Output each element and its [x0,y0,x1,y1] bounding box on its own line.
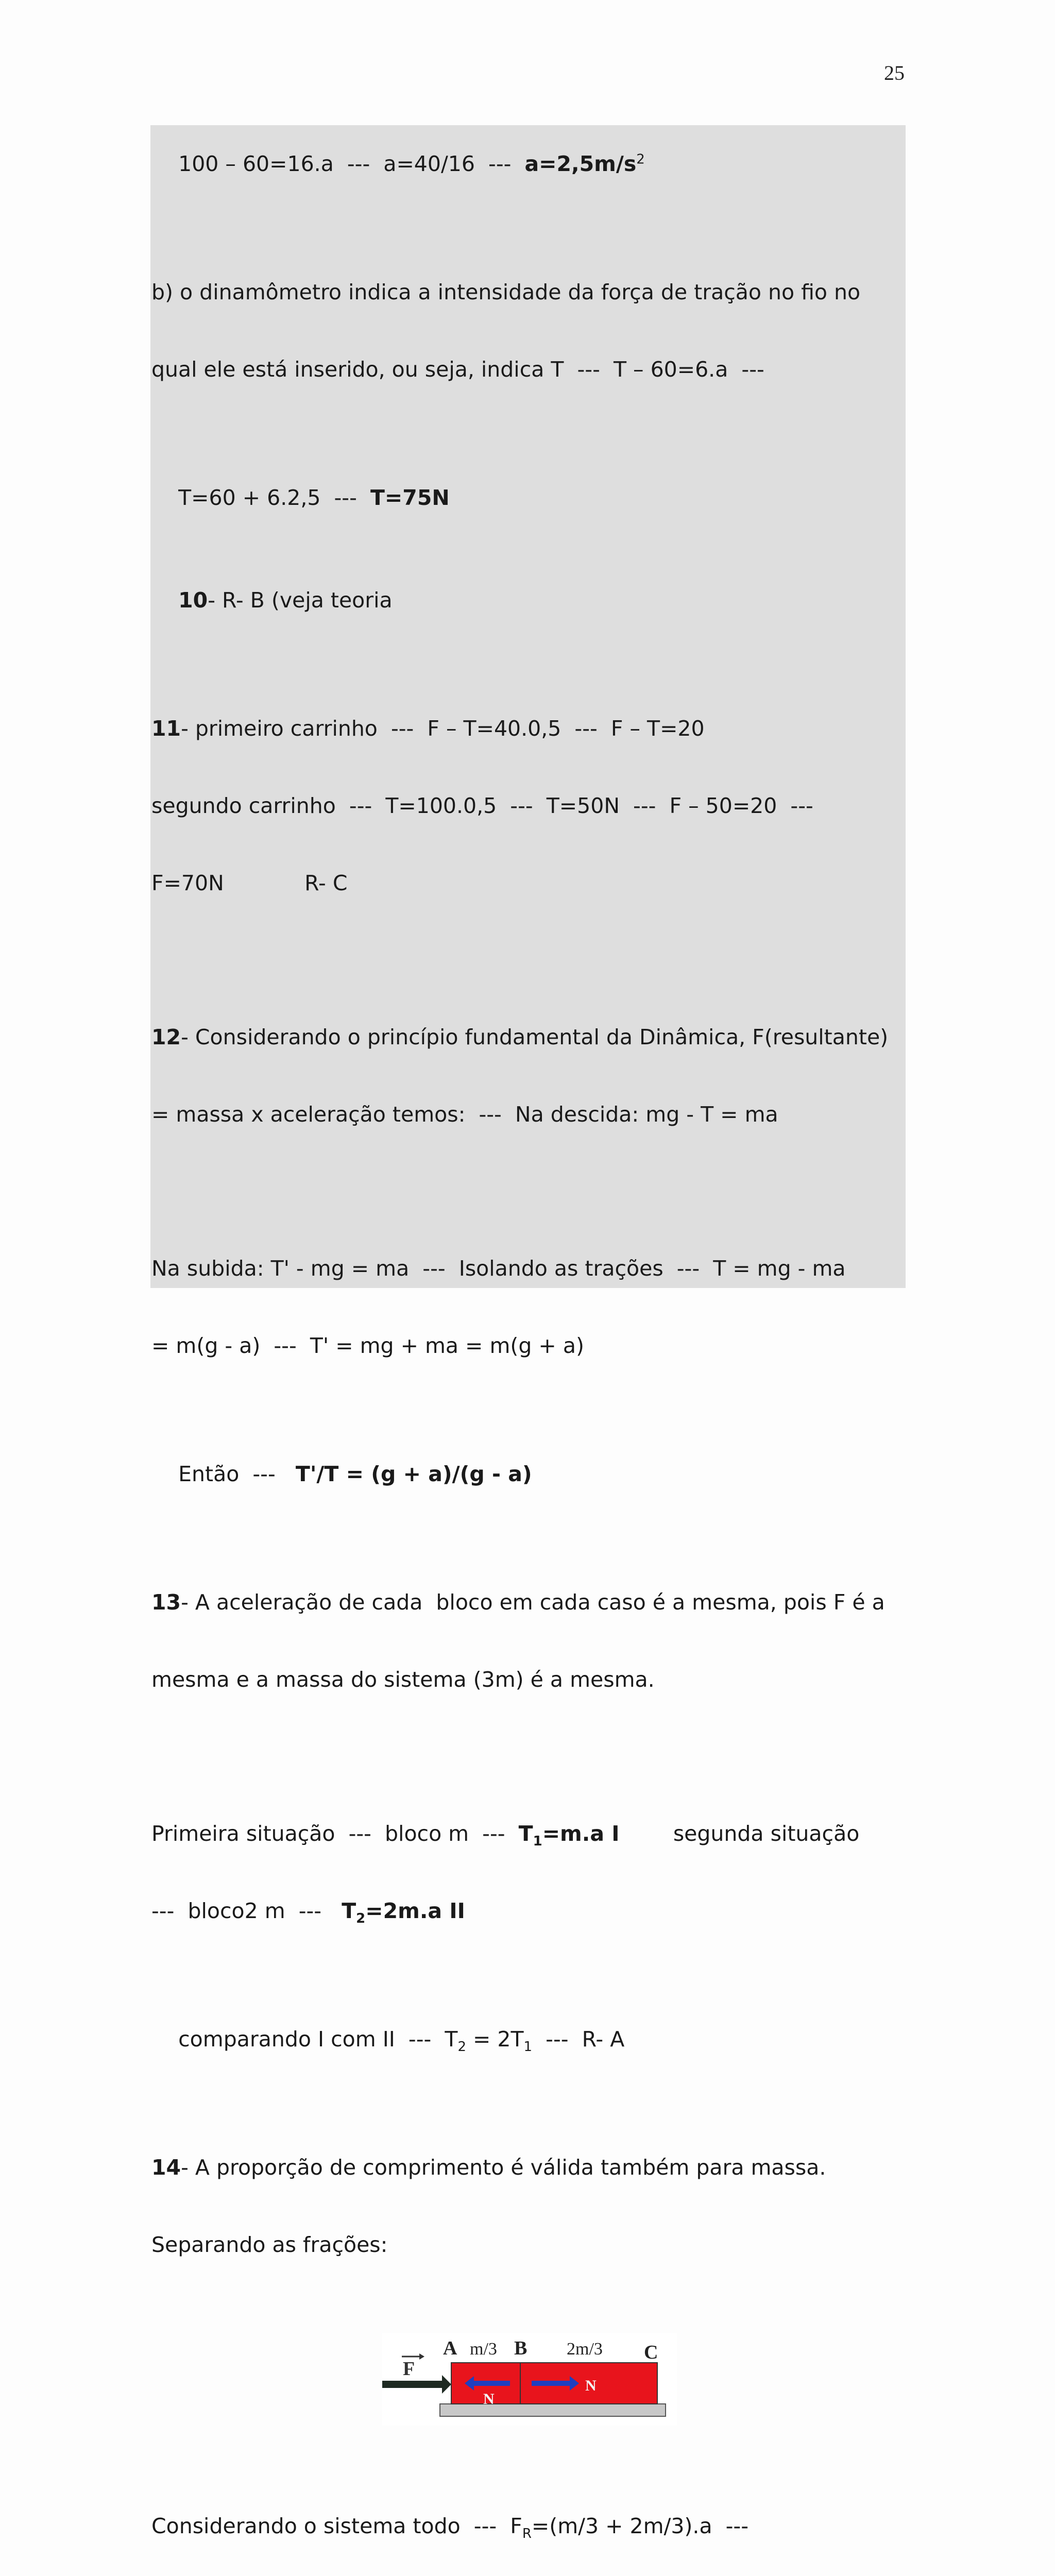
ground-surface [440,2404,666,2416]
result: T [342,1899,356,1923]
result: =m.a I [542,1821,620,1846]
label-c: C [644,2342,658,2363]
question-14-system [151,2462,905,2576]
text: qual ele está inserido, ou seja, indica T --- T – 60=6.a --- [151,357,764,382]
force-arrow-shaft [382,2381,443,2388]
question-12 [151,973,905,1179]
question-12-result [151,1435,905,1513]
text: segundo carrinho --- T=100.0,5 --- T=50N --- F – 50=20 --- [151,793,813,818]
text: segunda situação [619,1821,860,1846]
text: Na subida: T' - mg = ma --- Isolando as trações --- T = mg - ma [151,1256,846,1281]
text: Considerando o sistema todo --- F [151,2514,522,2538]
block-diagram [382,2333,677,2426]
text: comparando I com II --- T [178,2027,458,2052]
text: Separando as frações: [151,2232,388,2257]
text: - A proporção de comprimento é válida também para massa. [181,2155,826,2180]
text: - Considerando o princípio fundamental da Dinâmica, F(resultante) [181,1025,889,1049]
subscript: 2 [356,1911,366,1927]
result: T'/T = (g + a)/(g - a) [295,1462,532,1486]
result: T=75N [370,485,450,510]
answer-block [150,125,906,2542]
text: 100 – 60=16.a --- a=40/16 --- [178,151,525,176]
label-m3: m/3 [470,2340,497,2359]
text: = 2T [466,2027,524,2052]
question-13 [151,1538,905,1744]
label-2m3: 2m/3 [567,2340,603,2359]
result: a=2,5m/s [524,151,637,176]
subscript: 1 [523,2039,533,2055]
text: F=70N R- C [151,871,348,895]
text: = m(g - a) --- T' = mg + ma = m(g + a) [151,1333,584,1358]
subscript: 2 [457,2039,466,2055]
question-number: 12 [151,1025,181,1049]
text: - R- B (veja teoria [208,588,393,613]
text: - A aceleração de cada bloco em cada caso é a mesma, pois F é a [181,1590,885,1615]
text: Então --- [178,1462,296,1486]
page-number: 25 [884,61,905,84]
question-13-cases [151,1769,905,1975]
label-n-left: N [483,2391,495,2408]
label-n-right: N [585,2377,597,2394]
vector-mark-head [419,2353,424,2360]
normal-arrow-left-shaft [473,2381,510,2386]
line-accel [151,125,905,202]
item-b [151,228,905,434]
label-a: A [443,2337,457,2359]
subscript: 1 [533,1834,542,1850]
question-14 [151,2103,905,2309]
subscript: R [522,2526,532,2542]
superscript: 2 [636,151,645,167]
question-number: 10 [178,588,208,613]
text: =(m/3 + 2m/3).a --- [531,2514,749,2538]
text: Primeira situação --- bloco m --- [151,1821,519,1846]
text: b) o dinamômetro indica a intensidade da força de tração no fio no [151,280,861,304]
diagram-wrapper [151,2333,905,2426]
text: --- R- A [532,2027,625,2052]
question-number: 13 [151,1590,181,1615]
text: mesma e a massa do sistema (3m) é a mesma. [151,1667,655,1692]
label-b: B [514,2337,528,2359]
line-tension [151,459,905,536]
normal-arrow-right-shaft [532,2381,571,2386]
text: - primeiro carrinho --- F – T=40.0,5 --- F – T=20 [181,716,705,741]
question-13-compare [151,2001,905,2078]
question-12-cont [151,1204,905,1410]
question-11 [151,664,905,947]
force-arrow-head [442,2375,451,2394]
question-number: 14 [151,2155,181,2180]
question-number: 11 [151,716,181,741]
text: --- bloco2 m --- [151,1899,342,1923]
block-diagram-svg [382,2333,677,2426]
question-10 [151,562,905,639]
text: = massa x aceleração temos: --- Na descida: mg - T = ma [151,1102,778,1127]
result: =2m.a II [365,1899,465,1923]
text: T=60 + 6.2,5 --- [178,485,370,510]
result: T [518,1821,533,1846]
label-f: F [403,2358,415,2380]
